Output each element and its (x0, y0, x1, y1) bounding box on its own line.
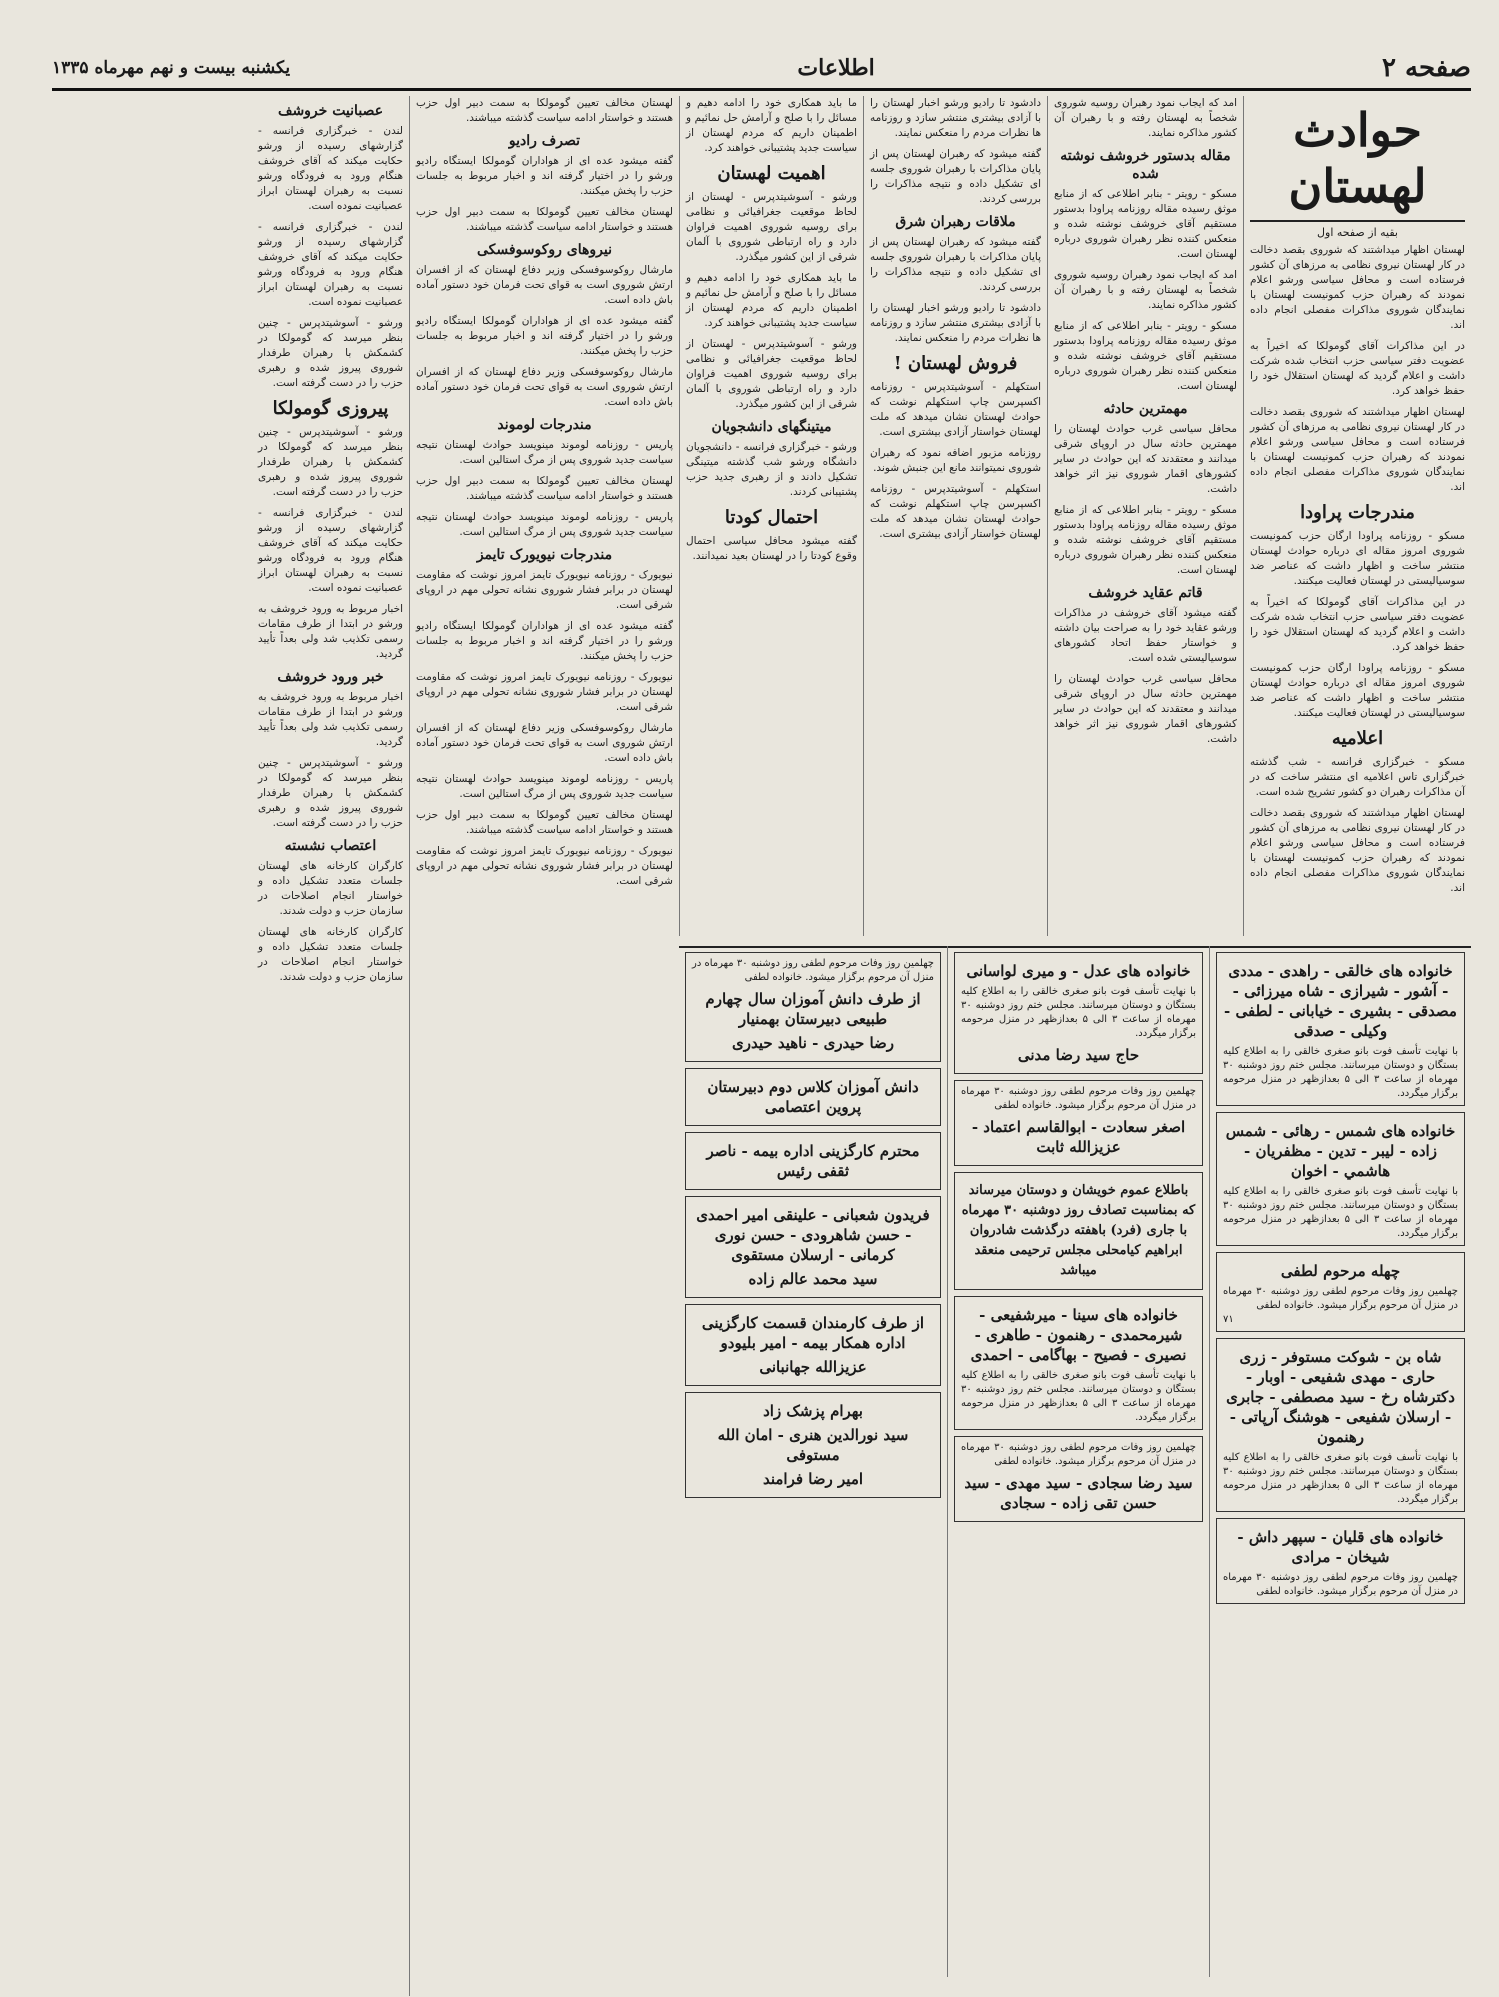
death-notice (685, 1132, 941, 1190)
notice-signature: رضا حیدری - ناهید حیدری (731, 1034, 895, 1052)
column-4 (679, 96, 863, 936)
section-headline: اعلامیه (1331, 728, 1384, 749)
masthead (52, 48, 1471, 91)
section-headline: قاتم عقاید خروشف (1088, 585, 1203, 601)
notice-body: با نهایت تأسف فوت بانو صغری خالقی را به اطلاع کلیه بستگان و دوستان میرسانند. مجلس ختم روز دوشنبه ۳۰ مهرماه از ساعت ۳ الی ۵ بعدازظهر در منزل مرحومه برگزار میگردد. (961, 986, 1196, 1039)
death-notice (954, 1172, 1203, 1290)
section-headline: تصرف رادیو (508, 133, 581, 149)
section-headline: احتمال کودتا (724, 507, 819, 528)
article-paragraph: پاریس - روزنامه لوموند مینویسد حوادث لهستان نتیجه سیاست جدید شوروی پس از مرگ استالین است. (416, 439, 673, 466)
article-paragraph: مسکو - روزنامه پراودا ارگان حزب کمونیست شوروی امروز مقاله ای درباره حوادث لهستان منتشر ساخت و اظهار داشت که عناصر ضد سوسیالیستی در لهستان فعالیت میکنند. (1250, 662, 1465, 719)
death-notice (954, 1080, 1203, 1166)
continued-note: بقیه از صفحه اول (1317, 226, 1398, 239)
article-paragraph: لهستان مخالف تعیین گومولکا به سمت دبیر اول حزب هستند و خواستار ادامه سیاست گذشته میباشند. (416, 809, 673, 836)
death-notice (954, 1296, 1203, 1430)
article-paragraph: لندن - خبرگزاری فرانسه - گزارشهای رسیده از ورشو حکایت میکند که آقای خروشف هنگام ورود به فرودگاه ورشو نسبت به رهبران لهستان ابراز عصبانیت نموده است. (258, 221, 403, 308)
column-6 (252, 96, 409, 1996)
notice-title: فریدون شعبانی - علینقی امیر احمدی - حسن شاهرودی - حسن نوری کرمانی - ارسلان مستقوی (696, 1206, 930, 1264)
article-paragraph: اخبار مربوط به ورود خروشف به ورشو در ابتدا از طرف مقامات رسمی تکذیب شد ولی بعداً تأیید گردید. (258, 603, 403, 660)
article-paragraph: گفته میشود محافل سیاسی احتمال وقوع کودتا را در لهستان بعید نمیدانند. (686, 535, 857, 562)
date-line: یکشنبه بیست و نهم مهرماه ۱۳۳۵ (52, 58, 291, 78)
article-paragraph: گفته میشود عده ای از هواداران گومولکا ایستگاه رادیو ورشو را در اختیار گرفته اند و اخبار مربوط به جلسات حزب را پخش میکنند. (416, 155, 673, 197)
death-notice (1216, 1338, 1465, 1512)
notice-signature: سید نورالدین هنری - امان الله مستوفی (717, 1426, 909, 1464)
notice-signature: حاج سید رضا مدنی (1017, 1046, 1140, 1064)
article-paragraph: نیویورک - روزنامه نیویورک تایمز امروز نوشت که مقاومت لهستان در برابر فشار شوروی نشانه تحولی مهم در اروپای شرقی است. (416, 569, 673, 611)
notice-title: اصغر سعادت - ابوالقاسم اعتماد - عزیزالله ثابت (971, 1118, 1186, 1156)
article-paragraph: دادشود تا رادیو ورشو اخبار لهستان را با آزادی بیشتری منتشر سازد و روزنامه ها نظرات مردم را منعکس نمایند. (870, 97, 1041, 139)
article-paragraph: ورشو - آسوشیتدپرس - لهستان از لحاظ موقعیت جغرافیائی و نظامی برای روسیه شوروی اهمیت فراوان دارد و راه ارتباطی شوروی با آلمان شرقی از این کشور میگذرد. (686, 191, 857, 263)
death-notice (685, 1304, 941, 1386)
death-notice (1216, 1252, 1465, 1332)
section-headline: فروش لهستان ! (893, 353, 1018, 374)
article-paragraph: گفته میشود آقای خروشف در مذاکرات ورشو عقاید خود را به صراحت بیان داشته و خواستار حفظ اتحاد کشورهای سوسیالیستی شده است. (1054, 607, 1237, 664)
section-headline: اعتصاب نشسته (284, 838, 377, 854)
article-paragraph: مسکو - رویتر - بنابر اطلاعی که از منابع موثق رسیده مقاله روزنامه پراودا بدستور مستقیم آقای خروشف نوشته شده و منعکس کننده نظر رهبران شوروی درباره لهستان است. (1054, 188, 1237, 260)
section-headline: نیروهای روکوسوفسکی (476, 242, 613, 258)
death-notice (954, 952, 1203, 1074)
article-paragraph: پاریس - روزنامه لوموند مینویسد حوادث لهستان نتیجه سیاست جدید شوروی پس از مرگ استالین است. (416, 773, 673, 800)
section-headline: مندرجات لوموند (497, 417, 592, 433)
notice-title: خانواده های خالقی - راهدی - مددی - آشور - شیرازی - شاه میرزائی - مصدقی - بشیری - خیابانی - لطفی - وکیلی - صدقی (1224, 962, 1457, 1040)
article-paragraph: در این مذاکرات آقای گومولکا که اخیراً به عضویت دفتر سیاسی حزب انتخاب شده شرکت داشت و اعلام گردید که لهستان استقلال خود را حفظ خواهد کرد. (1250, 340, 1465, 397)
paper-name: اطلاعات (797, 55, 875, 81)
notice-title: خانواده های شمس - رهائی - شمس زاده - ليبر - تدين - مظفريان - هاشمي - اخوان (1225, 1122, 1456, 1180)
section-headline: مندرجات پراودا (1300, 502, 1415, 523)
death-notice (685, 952, 941, 1062)
column-2 (1047, 96, 1243, 936)
article-paragraph: گفته میشود عده ای از هواداران گومولکا ایستگاه رادیو ورشو را در اختیار گرفته اند و اخبار مربوط به جلسات حزب را پخش میکنند. (416, 620, 673, 662)
article-paragraph: استکهلم - آسوشیتدپرس - روزنامه اکسپرسن چاپ استکهلم نوشت که حوادث لهستان نشان میدهد که ملت لهستان خواستار آزادی بیشتری است. (870, 381, 1041, 438)
death-notice (1216, 1112, 1465, 1246)
column-3 (863, 96, 1047, 936)
article-paragraph: گفته میشود که رهبران لهستان پس از پایان مذاکرات با رهبران شوروی جلسه ای تشکیل داده و نتیجه مذاکرات را بررسی کردند. (870, 236, 1041, 293)
article-paragraph: محافل سیاسی غرب حوادث لهستان را مهمترین حادثه سال در اروپای شرقی میدانند و معتقدند که این حوادث در سایر کشورهای اقمار شوروی نیز اثر خواهد داشت. (1054, 673, 1237, 745)
death-notice (1216, 952, 1465, 1106)
notice-title: دانش آموزان کلاس دوم دبیرستان پروین اعتصامی (707, 1078, 919, 1116)
section-headline: مندرجات نیویورک تایمز (476, 547, 613, 563)
article-paragraph: گفته میشود که رهبران لهستان پس از پایان مذاکرات با رهبران شوروی جلسه ای تشکیل داده و نتیجه مذاکرات را بررسی کردند. (870, 148, 1041, 205)
article-paragraph: دادشود تا رادیو ورشو اخبار لهستان را با آزادی بیشتری منتشر سازد و روزنامه ها نظرات مردم را منعکس نمایند. (870, 302, 1041, 344)
death-notice (685, 1196, 941, 1298)
death-notice (685, 1068, 941, 1126)
article-paragraph: مسکو - خبرگزاری فرانسه - شب گذشته خبرگزاری تاس اعلامیه ای منتشر ساخت که در آن مذاکرات رهبران دو کشور تشریح شده است. (1250, 756, 1465, 798)
notice-body: با نهایت تأسف فوت بانو صغری خالقی را به اطلاع کلیه بستگان و دوستان میرسانند. مجلس ختم روز دوشنبه ۳۰ مهرماه از ساعت ۳ الی ۵ بعدازظهر در منزل مرحومه برگزار میگردد. (1223, 1046, 1458, 1099)
death-notice (685, 1392, 941, 1498)
death-notice (1216, 1518, 1465, 1604)
article-paragraph: لهستان اظهار میداشتند که شوروی بقصد دخالت در کار لهستان نیروی نظامی به مرزهای آن کشور فرستاده است و محافل سیاسی ورشو اعلام نمودند که رهبران حزب کمونیست لهستان با نمایندگان شوروی مذاکرات مفصلی انجام داده اند. (1250, 807, 1465, 894)
columns (52, 96, 1471, 1977)
notice-signature: بهرام پزشک زاد (763, 1402, 863, 1420)
article-paragraph: مسکو - رویتر - بنابر اطلاعی که از منابع موثق رسیده مقاله روزنامه پراودا بدستور مستقیم آقای خروشف نوشته شده و منعکس کننده نظر رهبران شوروی درباره لهستان است. (1054, 504, 1237, 576)
notice-column-a (1209, 946, 1471, 1977)
section-headline: پیروزی گومولکا (272, 398, 389, 419)
main-headline: حوادث لهستان (1250, 102, 1465, 222)
article-paragraph: مارشال روکوسوفسکی وزیر دفاع لهستان که از افسران ارتش شوروی است به قوای تحت فرمان خود دستور آماده باش داده است. (416, 722, 673, 764)
section-headline: مهمترین حادثه (1103, 401, 1188, 417)
notice-title: از طرف کارمندان قسمت کارگزینی اداره همکار بیمه - امیر بلیودو (701, 1314, 925, 1352)
page-number: ۷۱ (1223, 1314, 1234, 1325)
notice-body: با نهایت تأسف فوت بانو صغری خالقی را به اطلاع کلیه بستگان و دوستان میرسانند. مجلس ختم روز دوشنبه ۳۰ مهرماه از ساعت ۳ الی ۵ بعدازظهر در منزل مرحومه برگزار میگردد. (1223, 1452, 1458, 1505)
notice-signature: عزیزالله جهانبانی (759, 1358, 867, 1376)
section-headline: خبر ورود خروشف (277, 669, 384, 685)
article-paragraph: ورشو - آسوشیتدپرس - چنین بنظر میرسد که گومولکا در کشمکش با رهبران طرفدار شوروی پیروز شده و رهبری حزب را در دست گرفته است. (258, 757, 403, 829)
article-paragraph: استکهلم - آسوشیتدپرس - روزنامه اکسپرسن چاپ استکهلم نوشت که حوادث لهستان نشان میدهد که ملت لهستان خواستار آزادی بیشتری است. (870, 483, 1041, 540)
column-5 (409, 96, 679, 1996)
article-paragraph: روزنامه مزبور اضافه نمود که رهبران شوروی نمیتوانند مانع این جنبش شوند. (870, 447, 1041, 474)
article-paragraph: امد که ایجاب نمود رهبران روسیه شوروی شخصاً به لهستان رفته و با رهبران آن کشور مذاکره نمایند. (1054, 269, 1237, 311)
notice-title: شاه بن - شوکت مستوفر - زری حاری - مهدی شفیعی - اوبار - دکترشاه رخ - سید مصطفی - جابری - ارسلان شفیعی - هوشنگ آرپاتی - رهنمون (1226, 1348, 1455, 1446)
notice-body: چهلمین روز وفات مرحوم لطفی روز دوشنبه ۳۰ مهرماه در منزل آن مرحوم برگزار میشود. خانواده لطفی (1223, 1286, 1458, 1311)
column-1 (1243, 96, 1471, 936)
notice-title: از طرف دانش آموزان سال چهارم طبیعی دبیرستان بهمنیار (705, 990, 921, 1028)
notice-signature: امیر رضا فرامند (762, 1470, 864, 1488)
notice-column-b (947, 946, 1209, 1977)
article-paragraph: ما باید همکاری خود را ادامه دهیم و مسائل را با صلح و آرامش حل نمائیم و اطمینان داریم که مردم لهستان از سیاست جدید پشتیبانی خواهند کرد. (686, 272, 857, 329)
article-paragraph: لهستان اظهار میداشتند که شوروی بقصد دخالت در کار لهستان نیروی نظامی به مرزهای آن کشور فرستاده است و محافل سیاسی ورشو اعلام نمودند که رهبران حزب کمونیست لهستان با نمایندگان شوروی مذاکرات مفصلی انجام داده اند. (1250, 244, 1465, 331)
section-headline: ميتينگهای دانشجويان (711, 419, 832, 435)
notice-title: خانواده های عدل - و میری لواسانی (966, 962, 1191, 980)
section-headline: اهمیت لهستان (717, 163, 826, 184)
article-paragraph: لندن - خبرگزاری فرانسه - گزارشهای رسیده از ورشو حکایت میکند که آقای خروشف هنگام ورود به فرودگاه ورشو نسبت به رهبران لهستان ابراز عصبانیت نموده است. (258, 125, 403, 212)
article-paragraph: مارشال روکوسوفسکی وزیر دفاع لهستان که از افسران ارتش شوروی است به قوای تحت فرمان خود دستور آماده باش داده است. (416, 264, 673, 306)
article-paragraph: امد که ایجاب نمود رهبران روسیه شوروی شخصاً به لهستان رفته و با رهبران آن کشور مذاکره نمایند. (1054, 97, 1237, 139)
article-paragraph: مسکو - رویتر - بنابر اطلاعی که از منابع موثق رسیده مقاله روزنامه پراودا بدستور مستقیم آقای خروشف نوشته شده و منعکس کننده نظر رهبران شوروی درباره لهستان است. (1054, 320, 1237, 392)
article-paragraph: ورشو - آسوشیتدپرس - چنین بنظر میرسد که گومولکا در کشمکش با رهبران طرفدار شوروی پیروز شده و رهبری حزب را در دست گرفته است. (258, 426, 403, 498)
page-label: صفحه ۲ (1382, 53, 1471, 83)
notice-body: چهلمین روز وفات مرحوم لطفی روز دوشنبه ۳۰ مهرماه در منزل آن مرحوم برگزار میشود. خانواده لطفی (961, 1086, 1196, 1111)
notices-region (679, 946, 1471, 1977)
notice-body: چهلمین روز وفات مرحوم لطفی روز دوشنبه ۳۰ مهرماه در منزل آن مرحوم برگزار میشود. خانواده لطفی (961, 1442, 1196, 1467)
notice-body: چهلمین روز وفات مرحوم لطفی روز دوشنبه ۳۰ مهرماه در منزل آن مرحوم برگزار میشود. خانواده لطفی (692, 958, 934, 983)
article-paragraph: محافل سیاسی غرب حوادث لهستان را مهمترین حادثه سال در اروپای شرقی میدانند و معتقدند که این حوادث در سایر کشورهای اقمار شوروی نیز اثر خواهد داشت. (1054, 423, 1237, 495)
article-paragraph: ما باید همکاری خود را ادامه دهیم و مسائل را با صلح و آرامش حل نمائیم و اطمینان داریم که مردم لهستان از سیاست جدید پشتیبانی خواهند کرد. (686, 97, 857, 154)
article-paragraph: اخبار مربوط به ورود خروشف به ورشو در ابتدا از طرف مقامات رسمی تکذیب شد ولی بعداً تأیید گردید. (258, 691, 403, 748)
article-paragraph: لندن - خبرگزاری فرانسه - گزارشهای رسیده از ورشو حکایت میکند که آقای خروشف هنگام ورود به فرودگاه ورشو نسبت به رهبران لهستان ابراز عصبانیت نموده است. (258, 507, 403, 594)
article-paragraph: ورشو - آسوشیتدپرس - چنین بنظر میرسد که گومولکا در کشمکش با رهبران طرفدار شوروی پیروز شده و رهبری حزب را در دست گرفته است. (258, 317, 403, 389)
notice-title: باطلاع عموم خویشان و دوستان میرساند که بمناسبت تصادف روز دوشنبه ۳۰ مهرماه با جاری (فرد) باهفته درگذشت شادروان ابراهیم کیامحلی مجلس ترحیمی منعقد میباشد (961, 1183, 1196, 1278)
article-paragraph: کارگران کارخانه های لهستان جلسات متعدد تشکیل داده و خواستار انجام اصلاحات در سازمان حزب و دولت شدند. (258, 926, 403, 983)
notice-body: چهلمین روز وفات مرحوم لطفی روز دوشنبه ۳۰ مهرماه در منزل آن مرحوم برگزار میشود. خانواده لطفی (1223, 1572, 1458, 1597)
section-headline: ملاقات رهبران شرق (895, 214, 1016, 230)
article-paragraph: در این مذاکرات آقای گومولکا که اخیراً به عضویت دفتر سیاسی حزب انتخاب شده شرکت داشت و اعلام گردید که لهستان استقلال خود را حفظ خواهد کرد. (1250, 596, 1465, 653)
article-paragraph: نیویورک - روزنامه نیویورک تایمز امروز نوشت که مقاومت لهستان در برابر فشار شوروی نشانه تحولی مهم در اروپای شرقی است. (416, 671, 673, 713)
article-paragraph: مسکو - روزنامه پراودا ارگان حزب کمونیست شوروی امروز مقاله ای درباره حوادث لهستان منتشر ساخت و اظهار داشت که عناصر ضد سوسیالیستی در لهستان فعالیت میکنند. (1250, 530, 1465, 587)
notice-body: با نهایت تأسف فوت بانو صغری خالقی را به اطلاع کلیه بستگان و دوستان میرسانند. مجلس ختم روز دوشنبه ۳۰ مهرماه از ساعت ۳ الی ۵ بعدازظهر در منزل مرحومه برگزار میگردد. (961, 1370, 1196, 1423)
article-paragraph: لهستان مخالف تعیین گومولکا به سمت دبیر اول حزب هستند و خواستار ادامه سیاست گذشته میباشند. (416, 97, 673, 124)
article-paragraph: لهستان مخالف تعیین گومولکا به سمت دبیر اول حزب هستند و خواستار ادامه سیاست گذشته میباشند. (416, 206, 673, 233)
notice-body: با نهایت تأسف فوت بانو صغری خالقی را به اطلاع کلیه بستگان و دوستان میرسانند. مجلس ختم روز دوشنبه ۳۰ مهرماه از ساعت ۳ الی ۵ بعدازظهر در منزل مرحومه برگزار میگردد. (1223, 1186, 1458, 1239)
article-paragraph: لهستان مخالف تعیین گومولکا به سمت دبیر اول حزب هستند و خواستار ادامه سیاست گذشته میباشند. (416, 475, 673, 502)
section-headline: مقاله بدستور خروشف نوشته شده (1060, 148, 1231, 182)
notice-title: خانواده های سینا - میرشفیعی - شیرمحمدی - رهنمون - طاهری - نصیری - فصیح - بهاگامی - احمدی (970, 1306, 1187, 1364)
notice-signature: سید محمد عالم زاده (748, 1270, 878, 1288)
article-paragraph: گفته میشود عده ای از هواداران گومولکا ایستگاه رادیو ورشو را در اختیار گرفته اند و اخبار مربوط به جلسات حزب را پخش میکنند. (416, 315, 673, 357)
article-paragraph: لهستان اظهار میداشتند که شوروی بقصد دخالت در کار لهستان نیروی نظامی به مرزهای آن کشور فرستاده است و محافل سیاسی ورشو اعلام نمودند که رهبران حزب کمونیست لهستان با نمایندگان شوروی مذاکرات مفصلی انجام داده اند. (1250, 406, 1465, 493)
notice-title: چهله مرحوم لطفی (1280, 1262, 1401, 1280)
article-paragraph: کارگران کارخانه های لهستان جلسات متعدد تشکیل داده و خواستار انجام اصلاحات در سازمان حزب و دولت شدند. (258, 860, 403, 917)
article-paragraph: ورشو - آسوشیتدپرس - لهستان از لحاظ موقعیت جغرافیائی و نظامی برای روسیه شوروی اهمیت فراوان دارد و راه ارتباطی شوروی با آلمان شرقی از این کشور میگذرد. (686, 338, 857, 410)
article-paragraph: پاریس - روزنامه لوموند مینویسد حوادث لهستان نتیجه سیاست جدید شوروی پس از مرگ استالین است. (416, 511, 673, 538)
notice-title: خانواده های قلیان - سپهر داش - شیخان - مرادی (1237, 1528, 1444, 1566)
article-paragraph: ورشو - خبرگزاری فرانسه - دانشجویان دانشگاه ورشو شب گذشته میتینگی تشکیل دادند و از رهبری جدید حزب پشتیبانی کردند. (686, 441, 857, 498)
notice-column-c (679, 946, 947, 1977)
notice-title: سید رضا سجادی - سید مهدی - سید حسن تقی زاده - سجادی (964, 1474, 1193, 1512)
article-paragraph: نیویورک - روزنامه نیویورک تایمز امروز نوشت که مقاومت لهستان در برابر فشار شوروی نشانه تحولی مهم در اروپای شرقی است. (416, 845, 673, 887)
section-headline: عصبانیت خروشف (277, 103, 384, 119)
notice-title: محترم کارگزینی اداره بیمه - ناصر ثقفی رئیس (706, 1142, 920, 1180)
article-paragraph: مارشال روکوسوفسکی وزیر دفاع لهستان که از افسران ارتش شوروی است به قوای تحت فرمان خود دستور آماده باش داده است. (416, 366, 673, 408)
death-notice (954, 1436, 1203, 1522)
